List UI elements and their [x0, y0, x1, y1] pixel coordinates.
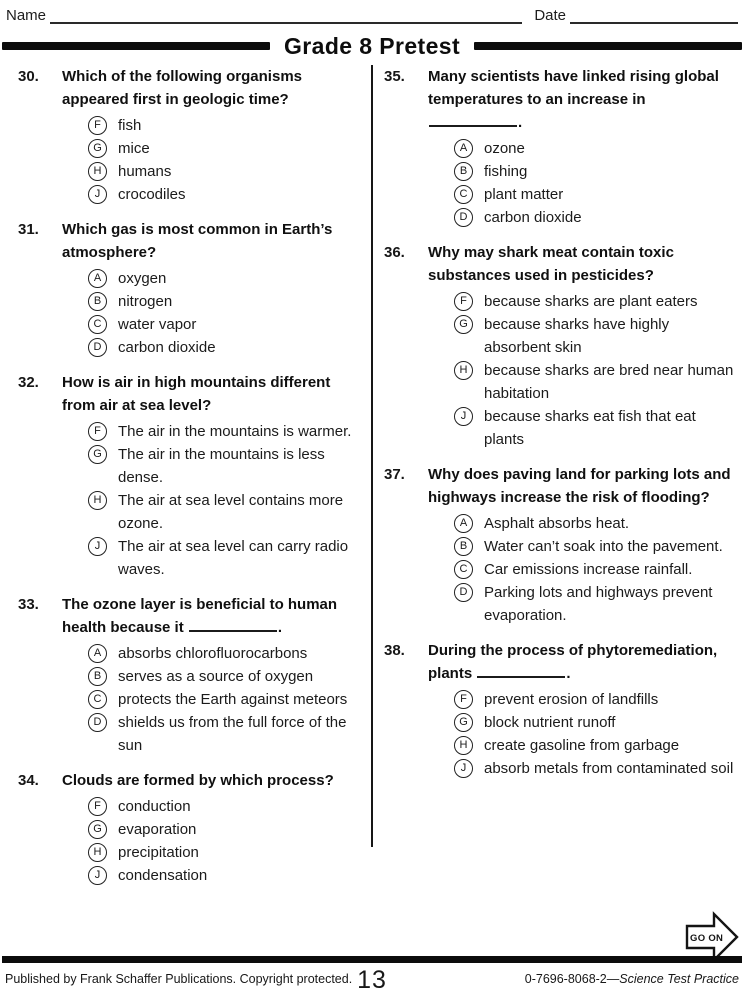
answer-bubble[interactable]: A [454, 139, 473, 158]
question-number: 37. [384, 466, 405, 483]
option-G[interactable] [88, 443, 362, 489]
option-B[interactable] [88, 665, 362, 688]
question-text: Why does paving land for parking lots and highways increase the risk of flooding? [428, 466, 731, 506]
option-text: because sharks are bred near human habitation [484, 362, 734, 402]
answer-blank [429, 125, 517, 127]
option-text: precipitation [118, 844, 199, 861]
option-D[interactable] [88, 336, 362, 359]
option-F[interactable] [454, 688, 734, 711]
question-33 [18, 593, 362, 757]
publisher-credit: Published by Frank Schaffer Publications. Copyright protected. [5, 972, 353, 986]
option-J[interactable] [454, 757, 734, 780]
question-number: 34. [18, 772, 39, 789]
option-text: absorbs chlorofluorocarbons [118, 645, 308, 662]
answer-bubble[interactable]: A [88, 269, 107, 288]
answer-bubble[interactable]: D [88, 713, 107, 732]
option-D[interactable] [454, 581, 734, 627]
options-list [454, 290, 734, 451]
isbn-number: 0-7696-8068-2— [524, 972, 620, 986]
page-title: Grade 8 Pretest [283, 32, 461, 59]
option-A[interactable] [88, 642, 362, 665]
option-C[interactable] [454, 558, 734, 581]
options-list [88, 267, 362, 359]
footer-rule [2, 956, 742, 963]
option-text: absorb metals from contaminated soil [484, 760, 734, 777]
option-D[interactable] [88, 711, 362, 757]
date-write-in-line[interactable] [570, 8, 738, 24]
page-number: 13 [357, 966, 387, 994]
option-A[interactable] [88, 267, 362, 290]
option-G[interactable] [88, 137, 362, 160]
options-list [88, 420, 362, 581]
options-list [454, 688, 734, 780]
option-text: The air at sea level can carry radio waves. [118, 538, 349, 578]
question-text: How is air in high mountains different from air at sea level? [62, 374, 331, 414]
question-text: Many scientists have linked rising global temperatures to an increase in . [428, 68, 719, 131]
answer-bubble[interactable]: C [454, 560, 473, 579]
go-on-label: GO ON [690, 933, 724, 944]
option-text: carbon dioxide [484, 209, 582, 226]
question-34 [18, 769, 362, 887]
options-list [454, 512, 734, 627]
question-number: 32. [18, 374, 39, 391]
name-date-row [0, 0, 744, 24]
question-35 [384, 65, 734, 229]
option-text: fishing [484, 163, 528, 180]
option-text: because sharks have highly absorbent skin [484, 316, 670, 356]
option-G[interactable] [88, 818, 362, 841]
answer-bubble[interactable]: A [88, 644, 107, 663]
answer-bubble[interactable]: D [88, 338, 107, 357]
question-text: The ozone layer is beneficial to human health because it . [62, 596, 338, 636]
name-label: Name [6, 7, 47, 24]
option-text: plant matter [484, 186, 564, 203]
option-J[interactable] [88, 864, 362, 887]
answer-bubble[interactable]: C [88, 315, 107, 334]
option-G[interactable] [454, 711, 734, 734]
name-write-in-line[interactable] [50, 8, 522, 24]
option-text: oxygen [118, 270, 167, 287]
option-F[interactable] [88, 114, 362, 137]
question-number: 36. [384, 244, 405, 261]
options-list [88, 795, 362, 887]
option-text: The air at sea level contains more ozone. [118, 492, 344, 532]
question-number: 31. [18, 221, 39, 238]
question-column-left [0, 65, 371, 899]
option-text: condensation [118, 867, 208, 884]
question-37 [384, 463, 734, 627]
answer-bubble[interactable]: B [454, 537, 473, 556]
title-rule-right [474, 42, 742, 50]
option-text: water vapor [118, 316, 197, 333]
option-F[interactable] [88, 795, 362, 818]
option-J[interactable] [454, 405, 734, 451]
question-32 [18, 371, 362, 581]
answer-bubble[interactable]: F [88, 422, 107, 441]
option-text: Asphalt absorbs heat. [484, 515, 630, 532]
option-text: The air in the mountains is warmer. [118, 423, 352, 440]
option-text: evaporation [118, 821, 197, 838]
option-text: create gasoline from garbage [484, 737, 680, 754]
option-H[interactable] [88, 489, 362, 535]
answer-bubble[interactable]: G [454, 315, 473, 334]
option-A[interactable] [454, 137, 734, 160]
option-text: block nutrient runoff [484, 714, 616, 731]
title-banner [2, 33, 742, 59]
option-text: Water can’t soak into the pavement. [484, 538, 723, 555]
option-text: fish [118, 117, 142, 134]
option-C[interactable] [88, 313, 362, 336]
answer-bubble[interactable]: H [88, 491, 107, 510]
option-J[interactable] [88, 535, 362, 581]
answer-bubble[interactable]: J [88, 537, 107, 556]
answer-bubble[interactable]: G [88, 139, 107, 158]
option-text: Parking lots and highways prevent evaporation. [484, 584, 713, 624]
option-text: carbon dioxide [118, 339, 216, 356]
option-H[interactable] [88, 160, 362, 183]
option-text: Car emissions increase rainfall. [484, 561, 693, 578]
option-F[interactable] [88, 420, 362, 443]
answer-bubble[interactable]: A [454, 514, 473, 533]
options-list [88, 114, 362, 206]
options-list [88, 642, 362, 757]
question-text: Why may shark meat contain toxic substances used in pesticides? [428, 244, 674, 284]
option-text: humans [118, 163, 172, 180]
date-label: Date [534, 7, 566, 24]
answer-bubble[interactable]: B [88, 667, 107, 686]
option-A[interactable] [454, 512, 734, 535]
answer-bubble[interactable]: D [454, 208, 473, 227]
question-text: Clouds are formed by which process? [62, 772, 334, 789]
option-G[interactable] [454, 313, 734, 359]
answer-bubble[interactable]: D [454, 583, 473, 602]
answer-bubble[interactable]: J [88, 866, 107, 885]
option-H[interactable] [88, 841, 362, 864]
answer-bubble[interactable]: G [88, 820, 107, 839]
question-number: 33. [18, 596, 39, 613]
option-H[interactable] [454, 734, 734, 757]
answer-bubble[interactable]: J [454, 759, 473, 778]
option-B[interactable] [454, 160, 734, 183]
question-columns [0, 65, 744, 899]
book-title: Science Test Practice [619, 972, 739, 986]
option-text: ozone [484, 140, 525, 157]
answer-bubble[interactable]: H [88, 162, 107, 181]
answer-bubble[interactable]: H [88, 843, 107, 862]
footer-row [0, 963, 744, 993]
answer-blank [189, 630, 277, 632]
answer-bubble[interactable]: H [454, 361, 473, 380]
answer-bubble[interactable]: B [454, 162, 473, 181]
option-text: nitrogen [118, 293, 173, 310]
option-text: because sharks are plant eaters [484, 293, 698, 310]
question-30 [18, 65, 362, 206]
option-B[interactable] [454, 535, 734, 558]
question-number: 30. [18, 68, 39, 85]
question-text: Which gas is most common in Earth’s atmosphere? [62, 221, 333, 261]
option-text: because sharks eat fish that eat plants [484, 408, 696, 448]
option-F[interactable] [454, 290, 734, 313]
option-text: mice [118, 140, 150, 157]
answer-bubble[interactable]: J [454, 407, 473, 426]
answer-bubble[interactable]: G [88, 445, 107, 464]
answer-bubble[interactable]: H [454, 736, 473, 755]
title-rule-left [2, 42, 270, 50]
question-number: 35. [384, 68, 405, 85]
question-column-right [373, 65, 744, 899]
isbn-book-title [387, 968, 739, 986]
question-text: During the process of phytoremediation, plants . [428, 642, 718, 682]
options-list [454, 137, 734, 229]
answer-bubble[interactable]: F [454, 292, 473, 311]
option-B[interactable] [88, 290, 362, 313]
question-36 [384, 241, 734, 451]
question-38 [384, 639, 734, 780]
option-text: prevent erosion of landfills [484, 691, 659, 708]
option-text: crocodiles [118, 186, 186, 203]
option-D[interactable] [454, 206, 734, 229]
option-C[interactable] [88, 688, 362, 711]
question-31 [18, 218, 362, 359]
answer-bubble[interactable]: F [88, 797, 107, 816]
option-H[interactable] [454, 359, 734, 405]
option-text: protects the Earth against meteors [118, 691, 348, 708]
option-text: serves as a source of oxygen [118, 668, 314, 685]
question-text: Which of the following organisms appeared first in geologic time? [62, 68, 302, 108]
page-footer [0, 956, 744, 993]
answer-bubble[interactable]: C [88, 690, 107, 709]
answer-bubble[interactable]: F [454, 690, 473, 709]
option-C[interactable] [454, 183, 734, 206]
answer-bubble[interactable]: B [88, 292, 107, 311]
answer-bubble[interactable]: G [454, 713, 473, 732]
option-text: shields us from the full force of the sun [118, 714, 347, 754]
option-text: conduction [118, 798, 191, 815]
answer-blank [477, 676, 565, 678]
question-number: 38. [384, 642, 405, 659]
answer-bubble[interactable]: J [88, 185, 107, 204]
answer-bubble[interactable]: C [454, 185, 473, 204]
option-J[interactable] [88, 183, 362, 206]
option-text: The air in the mountains is less dense. [118, 446, 325, 486]
answer-bubble[interactable]: F [88, 116, 107, 135]
